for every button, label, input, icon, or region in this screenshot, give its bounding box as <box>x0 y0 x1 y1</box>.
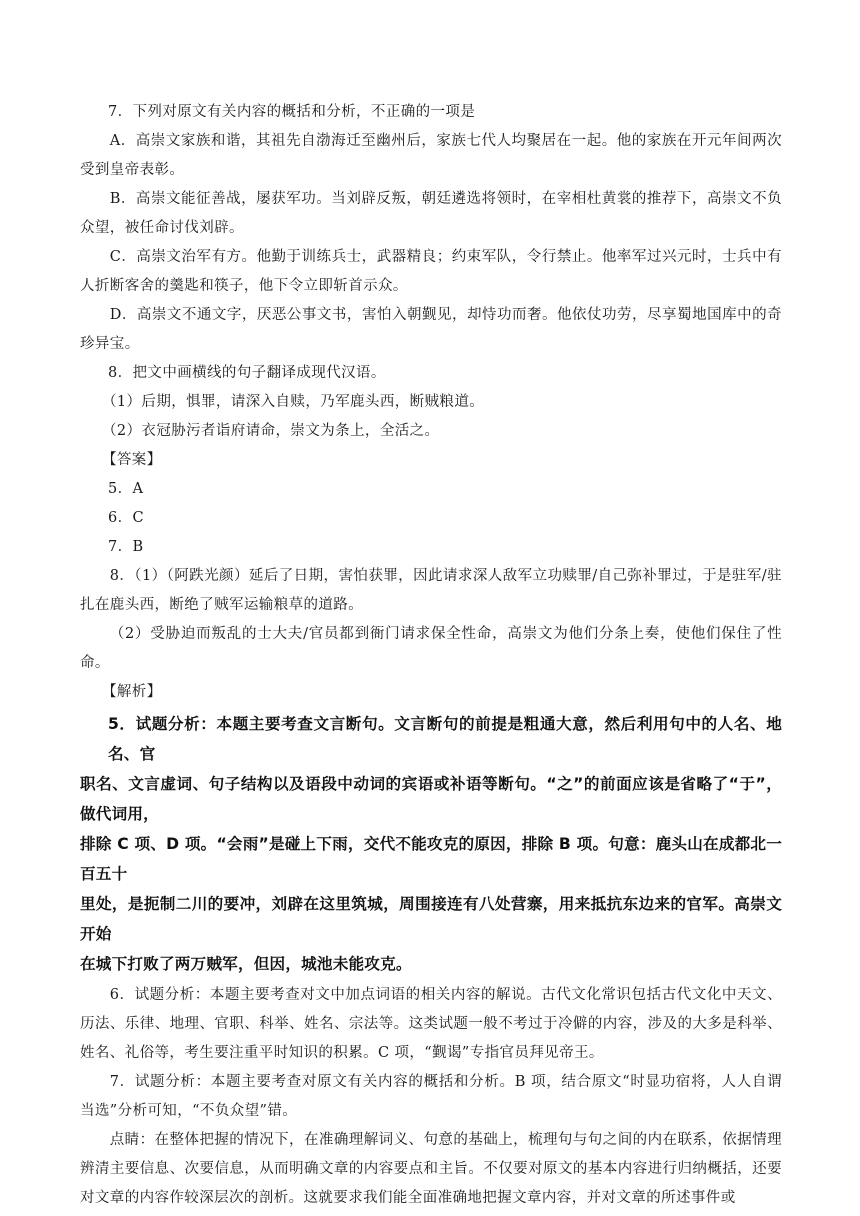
analysis-5-line: 排除 C 项、D 项。“会雨”是碰上下雨，交代不能攻克的原因，排除 B 项。句意：鹿头山在成都北一百五十 <box>80 835 782 883</box>
question-8-sentence-1: （1）后期，惧罪，请深入自赎，乃军鹿头西，断贼粮道。 <box>102 394 485 410</box>
page-content <box>80 98 782 1213</box>
question-8-sentence-2: （2）衣冠胁污者诣府请命，崇文为条上，全活之。 <box>102 423 440 439</box>
analysis-6: 6．试题分析：本题主要考查对文中加点词语的相关内容的解说。古代文化常识包括古代文化中天文、历法、乐律、地理、官职、科举、姓名、宗法等。这类试题一般不考过于冷僻的内容，涉及的大多是科举、姓名、礼俗等，考生要注重平时知识的积累。C 项，“觐谒”专指官员拜见帝王。 <box>80 987 782 1061</box>
answer-5: 5．A <box>108 481 144 497</box>
question-7-option-d: D．高崇文不通文字，厌恶公事文书，害怕入朝觐见，却恃功而奢。他依仗功劳，尽享蜀地国库中的奇珍异宝。 <box>80 307 782 352</box>
analysis-5-line: 5．试题分析：本题主要考查文言断句。文言断句的前提是粗通大意，然后利用句中的人名、地名、官 <box>108 715 782 763</box>
analysis-5-line: 在城下打败了两万贼军，但因，城池未能攻克。 <box>80 955 412 973</box>
analysis-tip: 点睛：在整体把握的情况下，在准确理解词义、句意的基础上，梳理句与句之间的内在联系，依据情理辨清主要信息、次要信息，从而明确文章的内容要点和主旨。不仅要对原文的基本内容进行归纳概括，还要对文章的内容作较深层次的剖析。这就要求我们能全面准确地把握文章内容，并对文章的所述事件或 <box>80 1132 782 1206</box>
analysis-heading: 【解析】 <box>102 684 162 700</box>
answer-heading: 【答案】 <box>102 452 162 468</box>
analysis-5-scanned-block <box>80 709 782 979</box>
answer-6: 6．C <box>108 510 145 526</box>
answer-7: 7．B <box>108 539 144 555</box>
question-7-option-b: B．高崇文能征善战，屡获军功。当刘辟反叛，朝廷遴选将领时，在宰相杜黄裳的推荐下，高崇文不负众望，被任命讨伐刘辟。 <box>80 191 782 236</box>
analysis-5-line: 里处，是扼制二川的要冲，刘辟在这里筑城，周围接连有八处营寨，用来抵抗东边来的官军。高崇文开始 <box>80 895 782 943</box>
question-7-option-a: A．高崇文家族和谐，其祖先自渤海迁至幽州后，家族七代人均聚居在一起。他的家族在开元年间两次受到皇帝表彰。 <box>80 133 782 178</box>
question-7-stem: 7．下列对原文有关内容的概括和分析，不正确的一项是 <box>108 104 476 120</box>
question-8-stem: 8．把文中画横线的句子翻译成现代汉语。 <box>108 365 386 381</box>
answer-8-part-1: 8．（1）（阿跌光颜）延后了日期，害怕获罪，因此请求深人敌军立功赎罪/自己弥补罪过，于是驻军/驻扎在鹿头西，断绝了贼军运输粮草的道路。 <box>80 568 782 613</box>
analysis-7: 7．试题分析：本题主要考查对原文有关内容的概括和分析。B 项，结合原文“时显功宿将，人人自谓当选”分析可知，“不负众望”错。 <box>80 1074 782 1119</box>
answer-8-part-2: （2）受胁迫而叛乱的士大夫/官员都到衙门请求保全性命，高崇文为他们分条上奏，使他们保住了性命。 <box>80 626 782 671</box>
question-7-option-c: C．高崇文治军有方。他勤于训练兵士，武器精良；约束军队，令行禁止。他率军过兴元时，士兵中有人折断客舍的羹匙和筷子，他下令立即斩首示众。 <box>80 249 782 294</box>
analysis-5-line: 职名、文言虚词、句子结构以及语段中动词的宾语或补语等断句。“之”的前面应该是省略了“于”，做代词用， <box>80 775 782 823</box>
